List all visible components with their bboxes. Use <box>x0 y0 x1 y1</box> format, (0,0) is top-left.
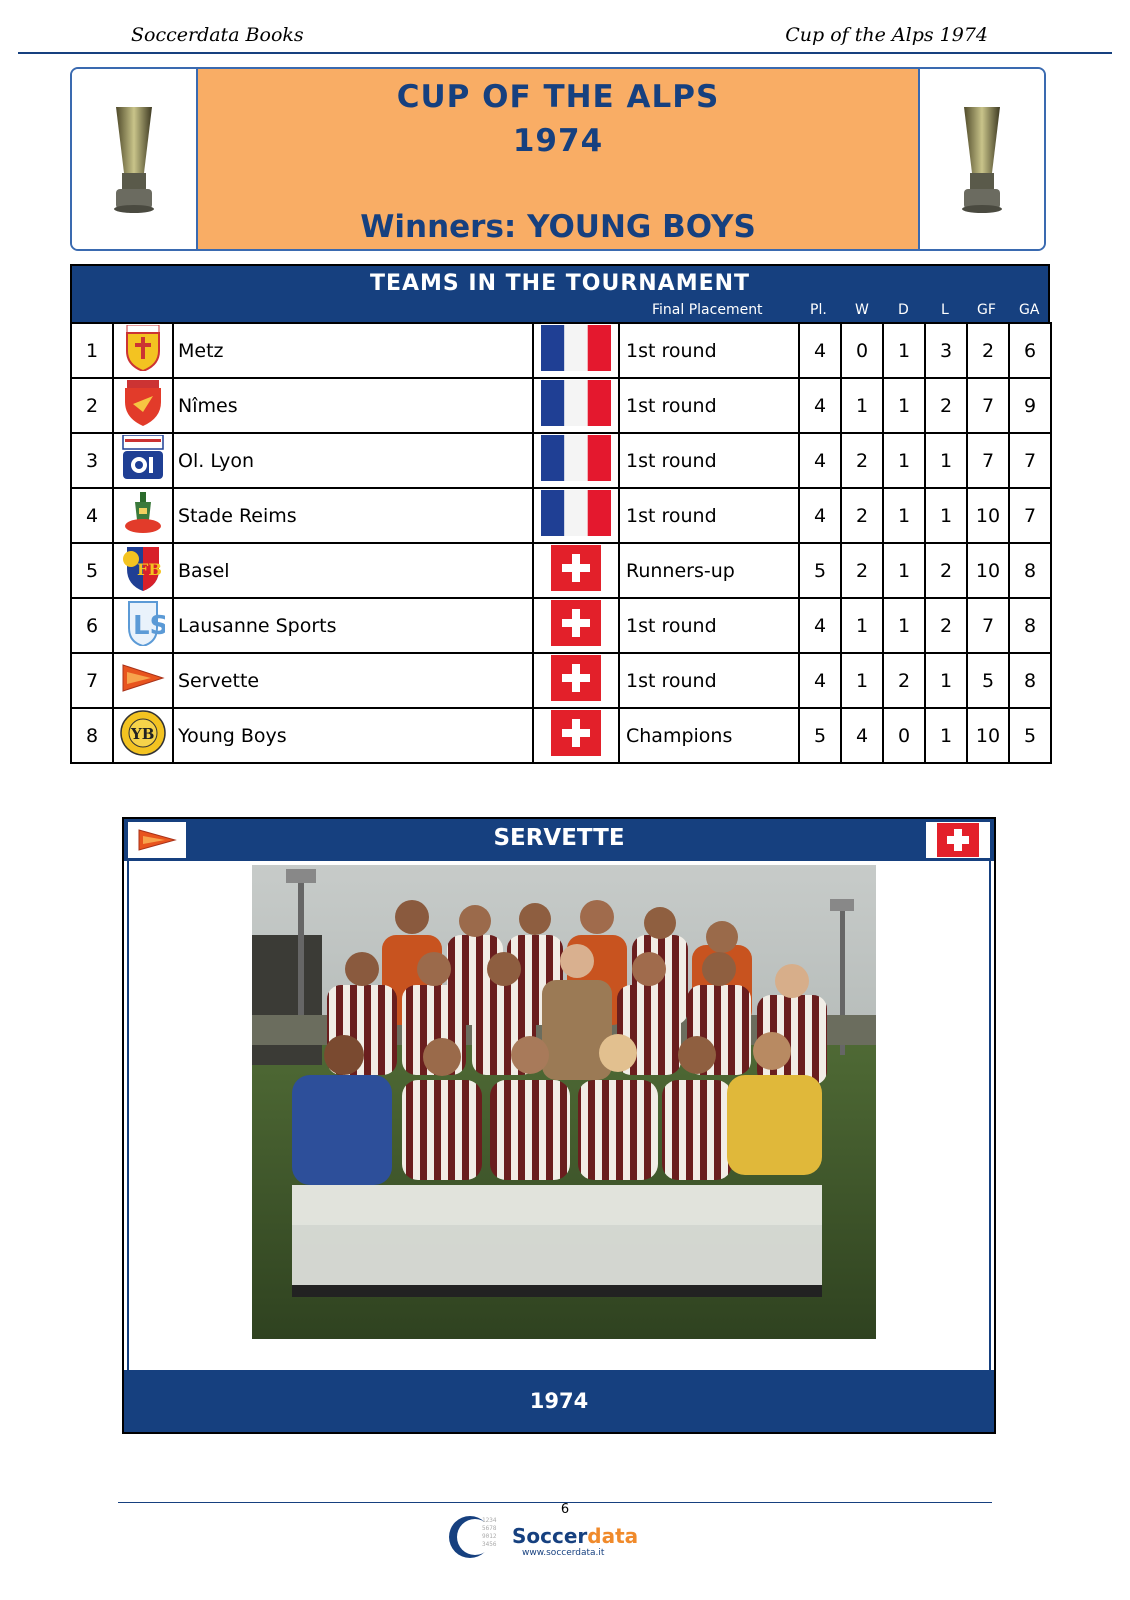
trophy-icon <box>110 103 158 215</box>
brand-url: www.soccerdata.it <box>522 1548 605 1558</box>
table-row <box>71 653 1051 708</box>
col-gf: GF <box>977 302 996 318</box>
svg-text:YB: YB <box>131 725 155 743</box>
title-year: 1974 <box>512 123 604 159</box>
stat-l: 1 <box>925 708 967 763</box>
table-row <box>71 433 1051 488</box>
final-placement: Runners-up <box>619 543 799 598</box>
lausanne-sports-crest-icon <box>113 598 173 653</box>
row-rank: 7 <box>71 653 113 708</box>
row-rank: 3 <box>71 433 113 488</box>
stat-gf: 10 <box>967 543 1009 598</box>
teams-rows <box>70 322 1052 764</box>
young-boys-crest-icon <box>113 708 173 763</box>
stat-l: 1 <box>925 653 967 708</box>
row-rank: 1 <box>71 323 113 378</box>
final-placement: 1st round <box>619 378 799 433</box>
stat-pl: 4 <box>799 598 841 653</box>
svg-text:1234: 1234 <box>482 1517 497 1524</box>
ol-lyon-crest-icon <box>113 433 173 488</box>
stat-gf: 2 <box>967 323 1009 378</box>
stat-w: 2 <box>841 543 883 598</box>
team-name: Basel <box>173 543 533 598</box>
france-flag-icon <box>533 488 619 543</box>
stat-pl: 4 <box>799 378 841 433</box>
table-row <box>71 708 1051 763</box>
row-rank: 5 <box>71 543 113 598</box>
france-flag-icon <box>533 323 619 378</box>
row-rank: 8 <box>71 708 113 763</box>
soccerdata-ball-icon <box>448 1510 508 1564</box>
stat-w: 4 <box>841 708 883 763</box>
stat-gf: 5 <box>967 653 1009 708</box>
stat-ga: 8 <box>1009 543 1051 598</box>
final-placement: 1st round <box>619 433 799 488</box>
team-name: Young Boys <box>173 708 533 763</box>
stat-pl: 5 <box>799 543 841 598</box>
france-flag-icon <box>533 433 619 488</box>
servette-crest-icon <box>113 653 173 708</box>
stat-w: 2 <box>841 488 883 543</box>
table-row <box>71 378 1051 433</box>
soccerdata-logo <box>448 1510 639 1564</box>
col-d: D <box>898 302 909 318</box>
stat-w: 1 <box>841 653 883 708</box>
swiss-flag-icon <box>533 543 619 598</box>
col-pl: Pl. <box>810 302 827 318</box>
stat-ga: 7 <box>1009 488 1051 543</box>
trophy-icon <box>958 103 1006 215</box>
team-photo <box>252 865 876 1339</box>
stat-l: 3 <box>925 323 967 378</box>
swiss-flag-icon <box>926 822 990 858</box>
svg-text:LS: LS <box>133 611 165 641</box>
stat-w: 2 <box>841 433 883 488</box>
final-placement: Champions <box>619 708 799 763</box>
row-rank: 6 <box>71 598 113 653</box>
trophy-right <box>918 69 1044 249</box>
stat-d: 1 <box>883 378 925 433</box>
stat-ga: 9 <box>1009 378 1051 433</box>
swiss-flag-icon <box>533 598 619 653</box>
stat-d: 0 <box>883 708 925 763</box>
stat-gf: 10 <box>967 488 1009 543</box>
col-placement: Final Placement <box>652 302 763 318</box>
france-flag-icon <box>533 378 619 433</box>
row-rank: 4 <box>71 488 113 543</box>
title-panel <box>198 69 918 249</box>
svg-text:FB: FB <box>137 560 162 579</box>
stat-w: 1 <box>841 378 883 433</box>
stat-pl: 4 <box>799 488 841 543</box>
teams-table-title: TEAMS IN THE TOURNAMENT <box>70 264 1050 298</box>
team-name: Nîmes <box>173 378 533 433</box>
stade-reims-crest-icon <box>113 488 173 543</box>
col-l: L <box>941 302 949 318</box>
stat-l: 2 <box>925 378 967 433</box>
n-mes-crest-icon <box>113 378 173 433</box>
team-name: Metz <box>173 323 533 378</box>
title-box <box>70 67 1046 251</box>
swiss-flag-icon <box>533 708 619 763</box>
stat-d: 2 <box>883 653 925 708</box>
column-header-row <box>70 298 1050 322</box>
final-placement: 1st round <box>619 653 799 708</box>
stat-gf: 7 <box>967 433 1009 488</box>
stat-w: 0 <box>841 323 883 378</box>
swiss-flag-icon <box>533 653 619 708</box>
stat-d: 1 <box>883 323 925 378</box>
basel-crest-icon <box>113 543 173 598</box>
title-line-1: CUP OF THE ALPS <box>396 79 720 115</box>
row-rank: 2 <box>71 378 113 433</box>
stat-l: 2 <box>925 543 967 598</box>
stat-ga: 6 <box>1009 323 1051 378</box>
stat-l: 1 <box>925 488 967 543</box>
team-photo-area <box>127 861 991 1371</box>
brand-name: Soccerdata <box>512 1524 639 1548</box>
col-w: W <box>855 302 869 318</box>
page-number: 6 <box>560 1502 570 1517</box>
stat-d: 1 <box>883 598 925 653</box>
team-panel <box>122 817 996 1434</box>
table-row <box>71 488 1051 543</box>
team-name: Lausanne Sports <box>173 598 533 653</box>
teams-table <box>70 264 1050 764</box>
table-row <box>71 543 1051 598</box>
final-placement: 1st round <box>619 488 799 543</box>
stat-ga: 8 <box>1009 653 1051 708</box>
metz-crest-icon <box>113 323 173 378</box>
stat-d: 1 <box>883 433 925 488</box>
team-panel-year: 1974 <box>124 1370 994 1432</box>
col-ga: GA <box>1019 302 1040 318</box>
stat-w: 1 <box>841 598 883 653</box>
stat-gf: 7 <box>967 378 1009 433</box>
stat-ga: 5 <box>1009 708 1051 763</box>
team-name: Servette <box>173 653 533 708</box>
header-left: Soccerdata Books <box>131 24 304 46</box>
team-name: Ol. Lyon <box>173 433 533 488</box>
winners-label: Winners: YOUNG BOYS <box>360 209 756 245</box>
svg-text:3456: 3456 <box>482 1541 497 1548</box>
stat-gf: 10 <box>967 708 1009 763</box>
stat-pl: 4 <box>799 323 841 378</box>
final-placement: 1st round <box>619 598 799 653</box>
team-panel-title: SERVETTE <box>493 825 625 851</box>
stat-gf: 7 <box>967 598 1009 653</box>
team-name: Stade Reims <box>173 488 533 543</box>
header-right: Cup of the Alps 1974 <box>785 24 988 46</box>
table-row <box>71 323 1051 378</box>
team-panel-header <box>124 819 994 861</box>
stat-ga: 7 <box>1009 433 1051 488</box>
stat-l: 1 <box>925 433 967 488</box>
final-placement: 1st round <box>619 323 799 378</box>
stat-d: 1 <box>883 488 925 543</box>
stat-pl: 4 <box>799 433 841 488</box>
svg-text:9012: 9012 <box>482 1533 497 1540</box>
stat-ga: 8 <box>1009 598 1051 653</box>
stat-d: 1 <box>883 543 925 598</box>
trophy-left <box>72 69 198 249</box>
svg-text:5678: 5678 <box>482 1525 497 1532</box>
stat-l: 2 <box>925 598 967 653</box>
stat-pl: 5 <box>799 708 841 763</box>
stat-pl: 4 <box>799 653 841 708</box>
header-rule <box>18 52 1112 54</box>
table-row <box>71 598 1051 653</box>
